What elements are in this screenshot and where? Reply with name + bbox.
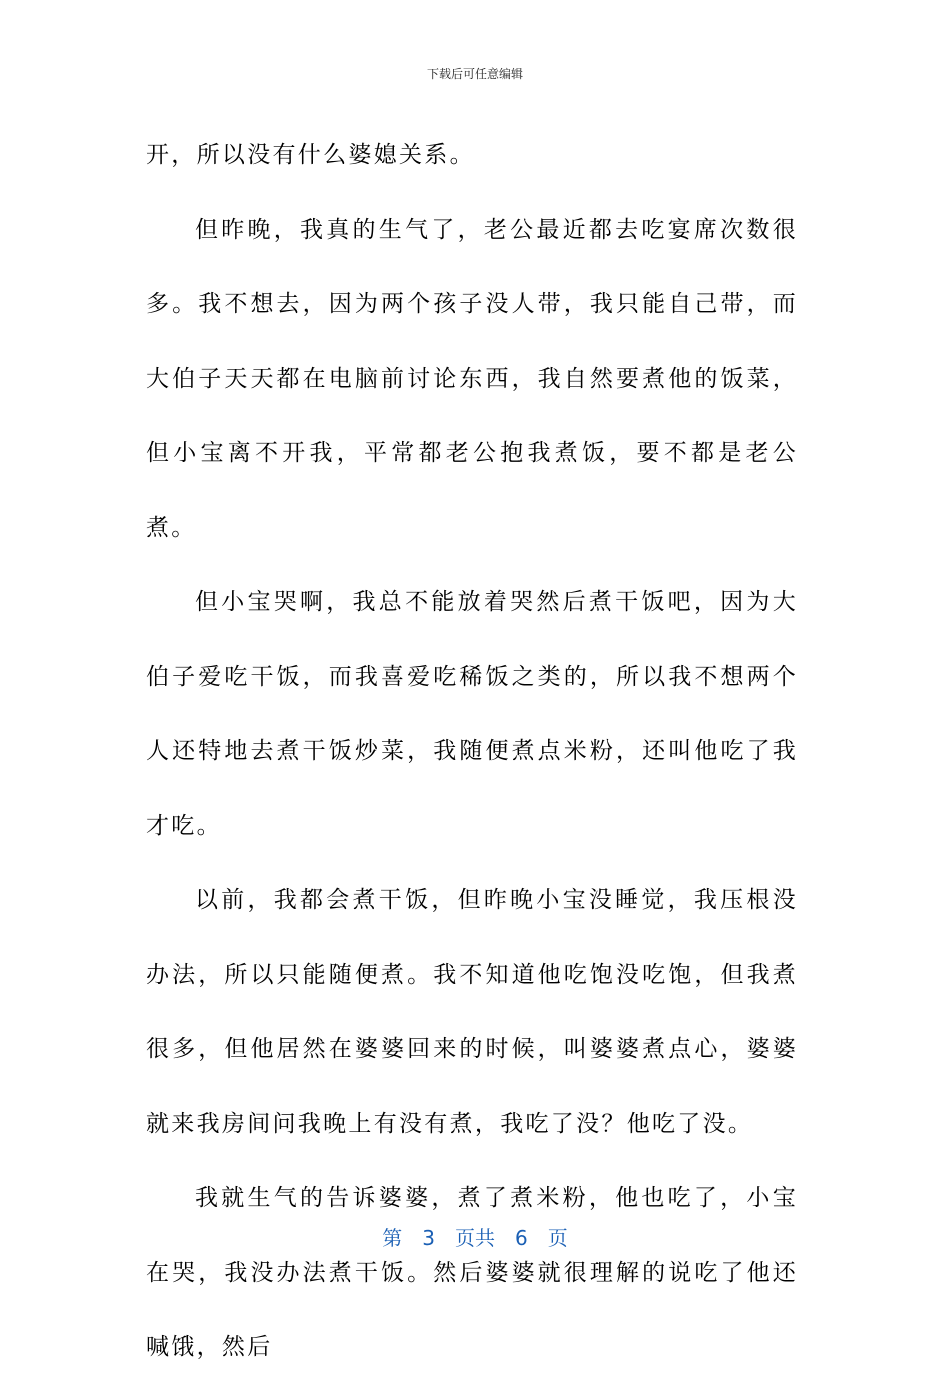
page-footer: [0, 1224, 950, 1252]
page-header: 下载后可任意编辑: [426, 67, 523, 81]
document-body: [146, 118, 798, 1385]
page-number-label: 第 3 页共 6 页: [382, 1226, 568, 1250]
paragraph-1: 开，所以没有什么婆媳关系。: [146, 142, 475, 168]
paragraph-4: 以前，我都会煮干饭，但昨晚小宝没睡觉，我压根没办法，所以只能随便煮。我不知道他吃饱没吃饱，但我煮很多，但他居然在婆婆回来的时候，叫婆婆煮点心，婆婆就来我房间问我晚上有没有煮，我吃了没？他吃了没。: [146, 887, 798, 1137]
paragraph-3: 但小宝哭啊，我总不能放着哭然后煮干饭吧，因为大伯子爱吃干饭，而我喜爱吃稀饭之类的，所以我不想两个人还特地去煮干饭炒菜，我随便煮点米粉，还叫他吃了我才吃。: [146, 589, 798, 839]
paragraph-5: 我就生气的告诉婆婆，煮了煮米粉，他也吃了，小宝在哭，我没办法煮干饭。然后婆婆就很理解的说吃了他还喊饿，然后: [146, 1185, 798, 1360]
paragraph-2: 但昨晚，我真的生气了，老公最近都去吃宴席次数很多。我不想去，因为两个孩子没人带，我只能自己带，而大伯子天天都在电脑前讨论东西，我自然要煮他的饭菜，但小宝离不开我，平常都老公抱我煮饭，要不都是老公煮。: [146, 216, 798, 541]
